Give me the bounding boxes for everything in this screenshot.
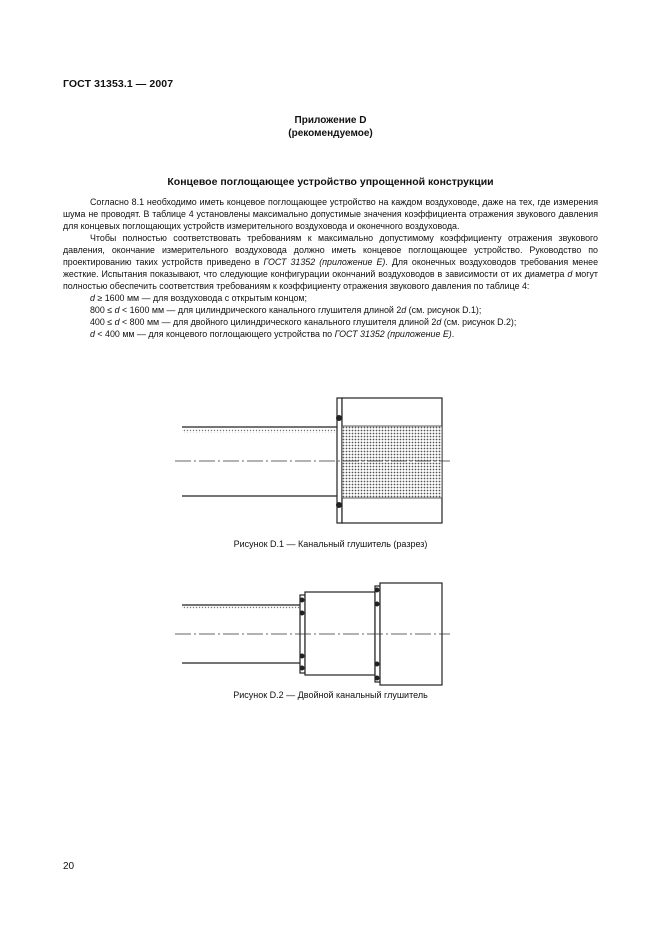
figure-d1-caption: Рисунок D.1 — Канальный глушитель (разрез) xyxy=(233,539,428,549)
list-item: 400 ≤ d < 800 мм — для двойного цилиндрического канального глушителя длиной 2d (см. рисунок D.2); xyxy=(90,317,517,327)
appendix-subtitle: (рекомендуемое) xyxy=(288,127,373,139)
section-title: Концевое поглощающее устройство упрощенной конструкции xyxy=(167,176,494,188)
list-item: d < 400 мм — для концевого поглощающего устройства по ГОСТ 31352 (приложение Е). xyxy=(90,329,455,339)
list-item: d ≥ 1600 мм — для воздуховода с открытым концом; xyxy=(90,293,307,303)
page-number: 20 xyxy=(63,861,75,872)
reference-gost-31352: ГОСТ 31352 (приложение Е) xyxy=(263,257,386,267)
list-item: 800 ≤ d < 1600 мм — для цилиндрического канального глушителя длиной 2d (см. рисунок D.1); xyxy=(90,305,482,315)
paragraph-1: Согласно 8.1 необходимо иметь концевое поглощающее устройство на каждом воздуховоде, даже на тех, где измерения шума не проводят. В таблице 4 установлены максимально допустимые значения коэффициента отражения звукового давления для концевых поглощающих устройств измерительного воздуховода и оконечного воздуховода. xyxy=(63,197,598,231)
figure-d2-caption: Рисунок D.2 — Двойной канальный глушитель xyxy=(233,690,428,700)
standard-header: ГОСТ 31353.1 — 2007 xyxy=(63,78,174,90)
appendix-title: Приложение D xyxy=(294,115,367,126)
paragraph-2: Чтобы полностью соответствовать требованиям к максимально допустимому коэффициенту отражения звукового давления, окончание измерительного воздуховода должно иметь концевое поглощающее устройство. Руководство по проектированию таких устройств приведено в ГОСТ 31352 (приложение Е). Для оконечных воздуховодов требования менее жесткие. Испытания показывают, что следующие конфигурации окончаний воздуховодов в зависимости от их диаметра d могут полностью обеспечить соответствия требованиям к коэффициенту отражения звукового давления по таблице 4: xyxy=(63,233,599,291)
